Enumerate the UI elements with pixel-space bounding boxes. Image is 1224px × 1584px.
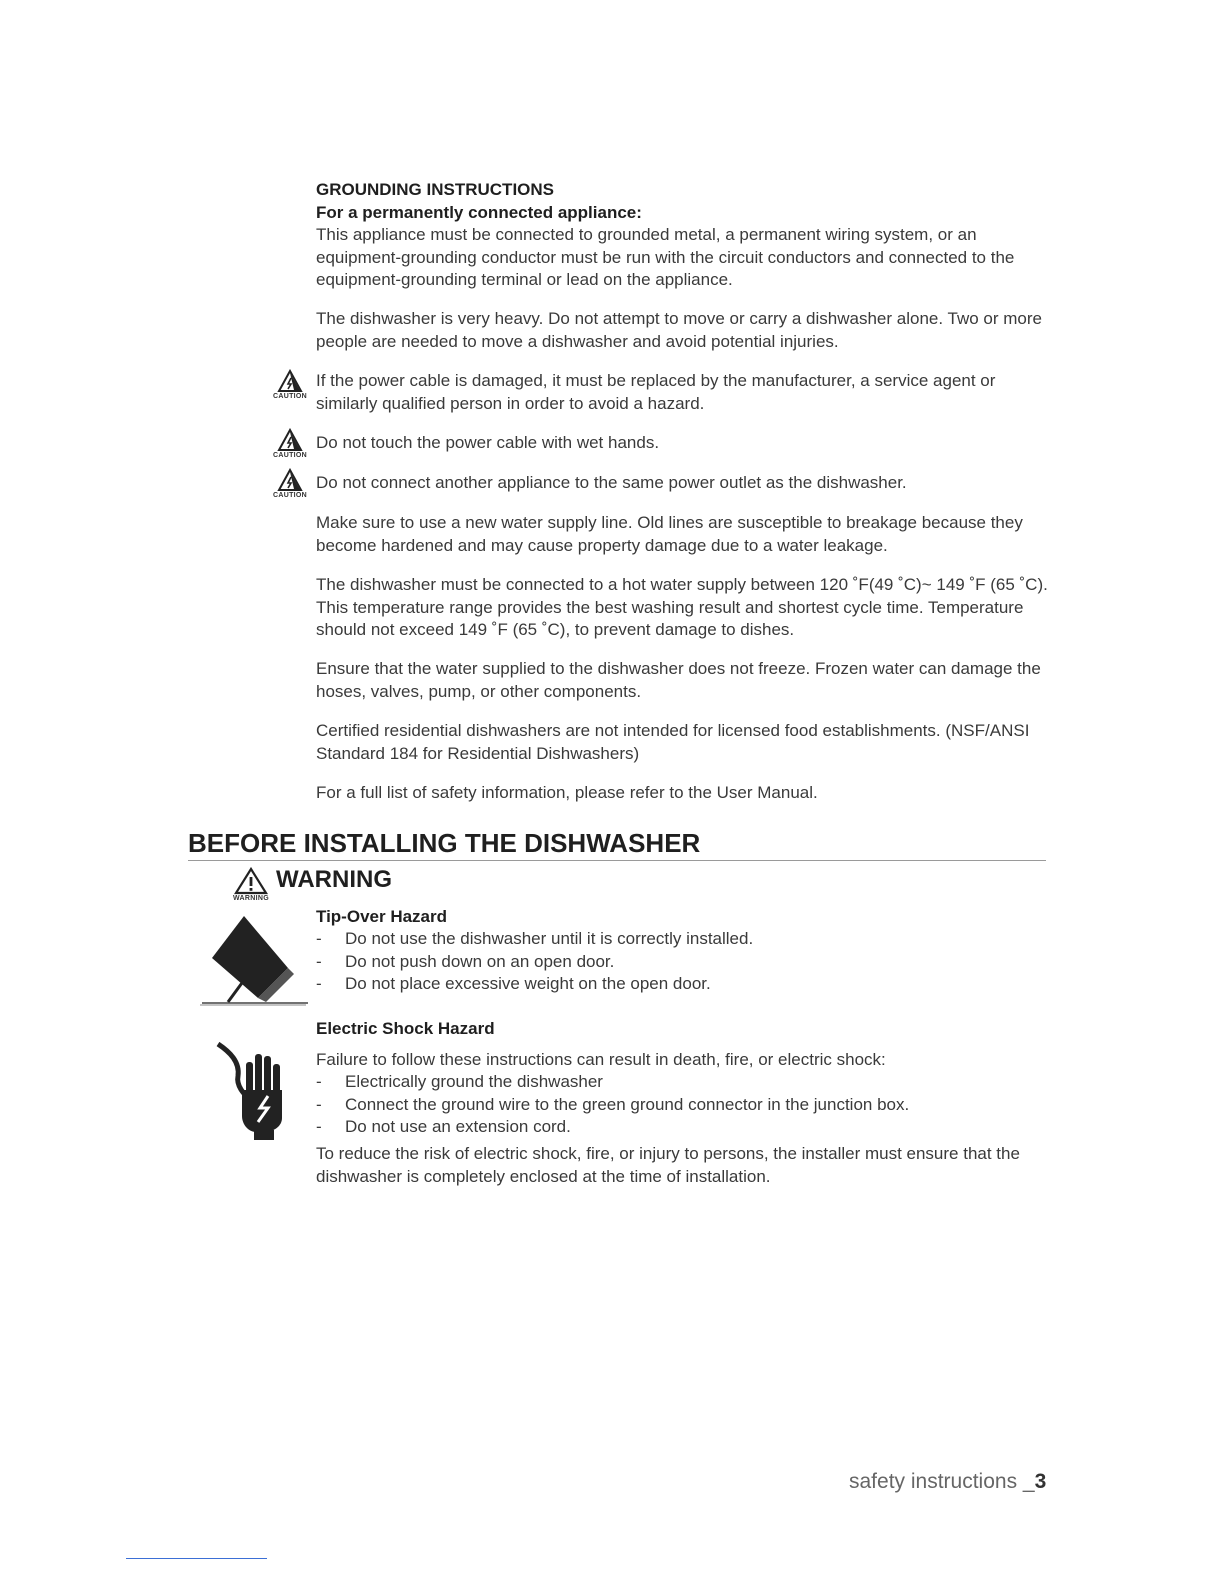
page-footer bbox=[849, 1470, 1046, 1494]
paragraph-certified: Certified residential dishwashers are not intended for licensed food establishments. (NSF/ANSI Standard 184 for Residential Dishwashers) bbox=[316, 721, 1030, 763]
caution-triangle-icon bbox=[277, 468, 303, 492]
paragraph-hot-water: The dishwasher must be connected to a hot water supply between 120 ˚F(49 ˚C)~ 149 ˚F (65 ˚C). This temperature range provides the best washing result and shortest cycle time. Temperature should not exceed 149 ˚F (65 ˚C), to prevent damage to dishes. bbox=[316, 575, 1048, 639]
warning-triangle-icon bbox=[234, 867, 268, 895]
footer-text: safety instructions _ bbox=[849, 1470, 1035, 1493]
caution-icon-3 bbox=[268, 468, 312, 500]
grounding-title: GROUNDING INSTRUCTIONS bbox=[316, 180, 554, 199]
tip-over-title: Tip-Over Hazard bbox=[316, 907, 448, 926]
caution-triangle-icon bbox=[277, 369, 303, 393]
caution-icon-1 bbox=[268, 369, 312, 401]
page-number: 3 bbox=[1034, 1470, 1047, 1493]
electric-shock-illustration bbox=[216, 1040, 292, 1140]
bottom-rule bbox=[126, 1558, 267, 1559]
electric-shock-hand-icon bbox=[216, 1040, 292, 1140]
list-item: - Do not use an extension cord. bbox=[316, 1117, 571, 1136]
tip-over-dishwasher-icon bbox=[198, 912, 310, 1008]
paragraph-freeze: Ensure that the water supplied to the dishwasher does not freeze. Frozen water can damage the hoses, valves, pump, or other components. bbox=[316, 659, 1041, 701]
tip-over-list bbox=[316, 928, 1056, 996]
paragraph-caution-2: Do not touch the power cable with wet hands. bbox=[316, 433, 660, 452]
grounding-body: This appliance must be connected to grounded metal, a permanent wiring system, or an equipment-grounding conductor must be run with the circuit conductors and connected to the equipment-grounding terminal or lead on the appliance. bbox=[316, 225, 1015, 289]
electric-closing: To reduce the risk of electric shock, fire, or injury to persons, the installer must ensure that the dishwasher is completely enclosed at the time of installation. bbox=[316, 1144, 1020, 1186]
grounding-subtitle: For a permanently connected appliance: bbox=[316, 203, 642, 222]
paragraph-supply-line: Make sure to use a new water supply line. Old lines are susceptible to breakage because they become hardened and may cause property damage due to a water leakage. bbox=[316, 513, 1023, 555]
electric-list bbox=[316, 1071, 1056, 1139]
warning-icon bbox=[228, 867, 274, 903]
paragraph-caution-1: If the power cable is damaged, it must be replaced by the manufacturer, a service agent or similarly qualified person in order to avoid a hazard. bbox=[316, 371, 996, 413]
caution-label: CAUTION bbox=[273, 492, 307, 499]
list-item: - Do not use the dishwasher until it is correctly installed. bbox=[316, 929, 754, 948]
electric-intro: Failure to follow these instructions can result in death, fire, or electric shock: bbox=[316, 1050, 886, 1069]
list-item: - Do not place excessive weight on the open door. bbox=[316, 974, 711, 993]
list-item: - Electrically ground the dishwasher bbox=[316, 1072, 603, 1091]
paragraph-full-list: For a full list of safety information, please refer to the User Manual. bbox=[316, 783, 818, 802]
caution-label: CAUTION bbox=[273, 393, 307, 400]
caution-triangle-icon bbox=[277, 428, 303, 452]
caution-label: CAUTION bbox=[273, 452, 307, 459]
tip-over-illustration bbox=[198, 912, 310, 1008]
paragraph-caution-3: Do not connect another appliance to the same power outlet as the dishwasher. bbox=[316, 473, 907, 492]
caution-icon-2 bbox=[268, 428, 312, 460]
warning-label: WARNING bbox=[233, 895, 269, 902]
electric-title: Electric Shock Hazard bbox=[316, 1019, 495, 1038]
list-item: - Do not push down on an open door. bbox=[316, 951, 615, 971]
warning-title: WARNING bbox=[276, 866, 392, 893]
paragraph-heavy: The dishwasher is very heavy. Do not attempt to move or carry a dishwasher alone. Two or more people are needed to move a dishwasher and avoid potential injuries. bbox=[316, 309, 1042, 351]
list-item: - Connect the ground wire to the green ground connector in the junction box. bbox=[316, 1094, 910, 1114]
section-title: BEFORE INSTALLING THE DISHWASHER bbox=[188, 828, 1046, 861]
